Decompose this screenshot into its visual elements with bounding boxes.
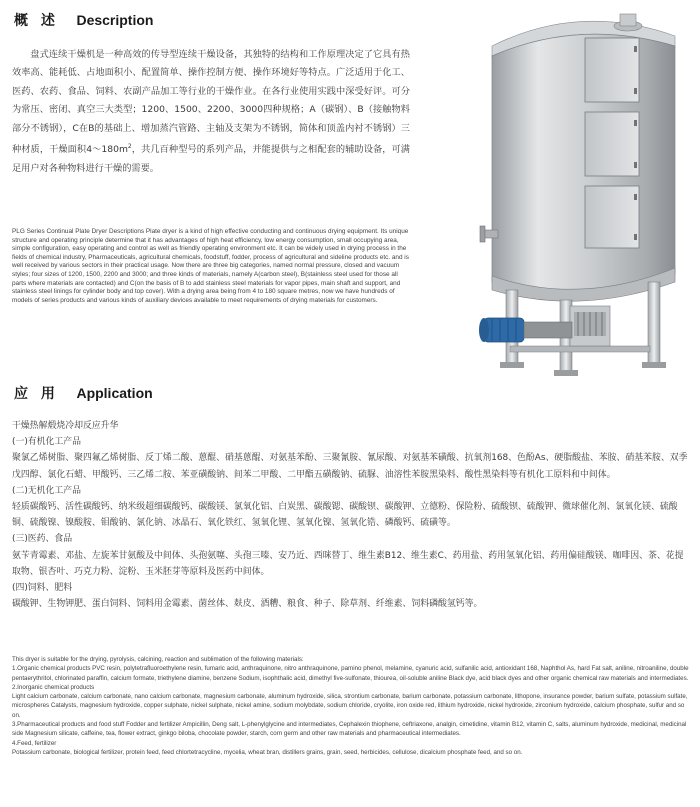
app-en-heading: 2.Inorganic chemical products — [12, 683, 95, 691]
description-cn-paragraph — [12, 46, 410, 178]
app-en-heading: 4.Feed, fertilizer — [12, 739, 57, 747]
plate-dryer-image — [470, 6, 695, 378]
app-section-heading: (四)饲料、肥料 — [12, 583, 73, 594]
description-cn-text: 盘式连续干燥机是一种高效的传导型连续干燥设备，其独特的结构和工作原理决定了它具有热效率高、能耗低、占地面积小、配置简单、操作控制方便、操作环境好等特点。广泛适用于化工、医药、农药、食品、饲料、农副产品加工等行业的干燥作业。在各行业使用实践中深受好评。可分为常压、密闭、真空三大类型；1200、1500、2200、3000四种规格；A（碳钢）、B（接触物料部分不锈钢），C在B的基础上、增加蒸汽管路、主轴及支架为不锈钢，简体和顶盖内衬不锈钢）三种材质，干燥面积4～180m — [12, 49, 410, 156]
app-section-body: 碳酸钾、生物钾肥、蛋白饲料、饲料用金霉素、菌丝体、麸皮、酒糟、粮食、种子、除草剂、纤维素、饲料磷酸氢钙等。 — [12, 599, 483, 610]
application-heading — [14, 383, 153, 403]
application-intro: 干燥热解煅烧冷却反应升华 — [12, 421, 119, 431]
app-en-body: Fodder and fertilizer Ampicillin, Deng salt, L-phenylglycine and intermediates, Cephalexin thiophene, ceftriaxone, analgin, cimetidine, vitamin B12, vitamin C, salts, aluminum hydroxide, medicinal, medicinal side Magnesium silicate, caffeine, tea, flower extract, ginkgo biloba, chocolate powder, starch, corn germ and other raw materials and pharmaceutical intermediates. — [12, 721, 687, 738]
description-en-paragraph: PLG Series Continual Plate Dryer Descriptions Plate dryer is a kind of high effective conducting and continuous drying equipment. Its unique structure and operating principle determine that it has advantages of high heat efficiency, low energy consumption, small occupying area, simple configuration, easy operating and control as well as friendly operating environment etc. It can be widely used in drying process in the fields of chemical industry, Pharmaceuticals, agricultural chemicals, foodstuff, fodder, process of agricultural and sideline products etc. and is well received by various sectors in their practical usage. Now there are three big categories, named normal pressure, closed and vacuum styles; four sizes of 1200, 1500, 2200 and 3000; and three kinds of materials, namely A(carbon steel), B(stainless steel used for those all parts where materials are contacted) and C(on the basis of B to add stainless steel materials for vapor pipes, main shaft and support, and stainless steel linings for cylinder body and top cover). With a drying area being from 4 to 180 square metres, now we have hundreds of models of series products and various kinds of auxiliary devices available to meet requirements of drying materials for customers. — [12, 228, 409, 304]
description-title-cn: 概 述 — [14, 13, 59, 29]
application-cn-list — [12, 418, 692, 612]
description-heading — [14, 10, 153, 30]
app-en-heading: 3.Pharmaceutical products and food stuff — [12, 721, 125, 729]
app-section-body: 轻质碳酸钙、活性碳酸钙、纳米级超细碳酸钙、碳酸镁、氯氧化铝、白炭黑、碳酸锶、碳酸钡、碳酸钾、立德粉、保险粉、硫酸钡、硫酸钾、微球催化剂、氯氧化镁、硫酸铜、硫酸镍、镍酸胺、钼酸钠、氯化钠、冰晶石、氧化铁红、氢氧化锂、氢氧化镍、氢氧化锆、磷酸钙、硫磺等。 — [12, 502, 678, 529]
app-section-body: 氨苄青霉素、邓盐、左旋苯甘氨酸及中间体、头孢氨噻、头孢三嗪、安乃近、西咪替丁、维生素B12、维生素C、药用盐、药用氢氧化铝、药用偏硅酸镁、咖啡因、茶、花提取物、银杏叶、巧克力粉、淀粉、玉米胚芽等原料及医药中间体。 — [12, 550, 684, 577]
application-en-list — [12, 655, 692, 757]
description-cn-tail: ，共几百种型号的系列产品，并能提供与之相配套的辅助设备，可满足用户对各种物料进行干燥的需要。 — [12, 144, 410, 174]
app-en-body: Potassium carbonate, biological fertilizer, protein feed, feed chlortetracycline, mycelia, wheat bran, distillers grains, grain, seed, herbicides, cellulose, dicalcium phosphate feed, and so on. — [12, 748, 523, 756]
area-unit-superscript: 2 — [127, 143, 132, 151]
application-title-en: Application — [76, 385, 153, 401]
app-section-heading: (一)有机化工产品 — [12, 437, 82, 448]
application-title-cn: 应 用 — [14, 386, 59, 402]
app-en-body: PVC resin, polytetrafluoroethylene resin, fumaric acid, anthraquinone, nitro anthraquinone, pamino phenol, melamine, cyanuric acid, sulfanilic acid, antioxidant 168, Naphthol As, hard Fat salt, aniline, nitroaniline, double pentaerythritol, chlorinated paraffin, calcium formate, triethylene diamine, benzene Sodium, isophthalic acid, dimethyl five-sulfonate, thiourea, oil-soluble aniline Black dye, acid black dyes and other organic chemical raw materials and intermediates. — [12, 665, 689, 682]
app-section-heading: (二)无机化工产品 — [12, 485, 82, 496]
app-section-heading: (三)医药、食品 — [12, 534, 73, 545]
app-en-heading: 1.Organic chemical products — [12, 665, 91, 673]
description-title-en: Description — [76, 12, 154, 28]
application-en-intro: This dryer is suitable for the drying, pyrolysis, calcining, reaction and sublimation of the following materials: — [12, 656, 304, 663]
app-en-body: Light calcium carbonate, calcium carbonate, nano calcium carbonate, magnesium carbonate, aluminum hydroxide, silica, strontium carbonate, barium carbonate, potassium carbonate, lithopone, insurance powder, barium sulfate, potassium sulfate, microspheres Catalysts, magnesium hydroxide, copper sulphate, nickel sulphate, nickel amine, sodium molybdate, sodium chloride, cryolite, iron oxide red, lithium hydroxide, nickel hydroxide, zirconium hydroxide, calcium phosphate, sulfur and so on. — [12, 693, 688, 719]
app-section-body: 聚氯乙烯树脂、聚四氟乙烯树脂、反丁烯二酸、蒽醌、硝基蒽醌、对氨基苯酚、三聚氰胺、氰尿酸、对氨基苯磺酸、抗氧剂168、色酚As、硬脂酸盐、苯胺、硝基苯胺、双季戊四醇、氯化石蜡、甲酸钙、三乙烯二胺、苯亚磺酸钠、间苯二甲酸、二甲酯五磺酸钠、硫脲、油溶性苯胺黑染料、酸性黑染料等有机化工原料和中间体。 — [12, 453, 688, 480]
